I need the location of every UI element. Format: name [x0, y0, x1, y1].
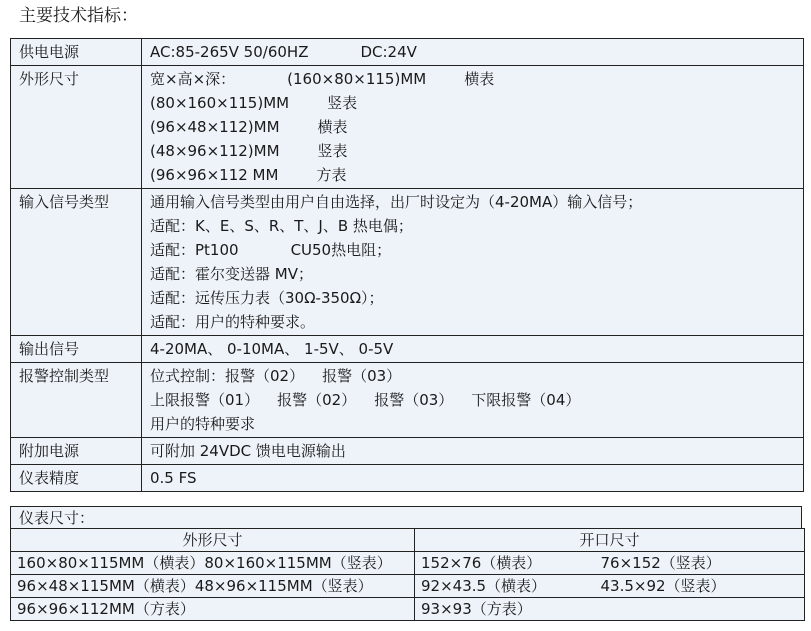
spec-label: 外形尺寸: [11, 66, 142, 189]
cutout-size-cell: 92×43.5（横表）: [415, 575, 595, 598]
input-rtd-cu50: CU50热电阻；: [290, 241, 392, 259]
spec-value: [142, 465, 804, 492]
outer-size-cell: 160×80×115MM（横表）80×160×115MM（竖表）: [11, 552, 415, 575]
cutout-size-cell: 152×76（横表）: [415, 552, 595, 575]
power-dc: DC:24V: [360, 43, 417, 61]
table-row: [11, 598, 805, 621]
aux-power-value: 可附加 24VDC 馈电电源输出: [150, 442, 346, 460]
dimension-size: (48×96×112)MM: [150, 142, 280, 160]
power-ac: AC:85-265V 50/60HZ: [150, 43, 309, 61]
cutout-size-cell: [595, 598, 805, 621]
input-custom: 适配：用户的特种要求。: [150, 313, 316, 331]
dimension-type: 横表: [317, 118, 348, 136]
sizes-caption: 仪表尺寸：: [10, 506, 802, 528]
spec-row-output: [11, 336, 804, 363]
alarm-item: 下限报警（04）: [471, 391, 581, 409]
sizes-header-row: [11, 529, 805, 552]
dimension-size: (96×96×112 MM: [150, 166, 279, 184]
dimension-size: (160×80×115)MM: [287, 70, 427, 88]
outer-size-cell: 96×48×115MM（横表）48×96×115MM（竖表）: [11, 575, 415, 598]
input-pressure: 适配：远传压力表（30Ω-350Ω）；: [150, 289, 384, 307]
cutout-size-cell: 93×93（方表）: [415, 598, 595, 621]
dimension-type: 竖表: [327, 94, 358, 112]
dimension-caption: 宽×高×深：: [150, 70, 236, 88]
spec-label: 输入信号类型: [11, 189, 142, 336]
accuracy-value: 0.5 FS: [150, 469, 197, 487]
dimension-size: (96×48×112)MM: [150, 118, 280, 136]
alarm-item: 上限报警（01）: [150, 391, 260, 409]
alarm-custom: 用户的特种要求: [150, 415, 256, 433]
spec-label: 输出信号: [11, 336, 142, 363]
table-row: [11, 575, 805, 598]
spec-label: 报警控制类型: [11, 363, 142, 438]
spec-row-power: [11, 39, 804, 66]
input-thermocouple: 适配：K、E、S、R、T、J、B 热电偶；: [150, 217, 413, 235]
dimension-type: 方表: [316, 166, 347, 184]
spec-value: [142, 336, 804, 363]
sizes-table: [10, 528, 805, 621]
spec-row-alarm: [11, 363, 804, 438]
output-signals: 4-20MA、 0-10MA、 1-5V、 0-5V: [150, 340, 394, 358]
spec-label: 仪表精度: [11, 465, 142, 492]
spec-value: [142, 39, 804, 66]
dimension-type: 竖表: [317, 142, 348, 160]
spec-value: [142, 438, 804, 465]
outer-size-cell: 96×96×112MM（方表）: [11, 598, 415, 621]
input-rtd-pt100: 适配：Pt100: [150, 241, 239, 259]
header-cutout-size: 开口尺寸: [415, 529, 805, 552]
header-outer-size: 外形尺寸: [11, 529, 415, 552]
alarm-item: 报警（02）: [277, 391, 357, 409]
cutout-size-cell: 76×152（竖表）: [595, 552, 805, 575]
spec-label: 附加电源: [11, 438, 142, 465]
spec-value: [142, 189, 804, 336]
spec-table: [10, 38, 804, 492]
spec-value: [142, 363, 804, 438]
spec-label: 供电电源: [11, 39, 142, 66]
alarm-item: 报警（03）: [374, 391, 454, 409]
dimension-type: 横表: [464, 70, 495, 88]
input-hall: 适配：霍尔变送器 MV；: [150, 265, 313, 283]
alarm-item: 位式控制：报警（02）: [150, 367, 305, 385]
table-row: [11, 552, 805, 575]
spec-row-dimensions: [11, 66, 804, 189]
spec-value: [142, 66, 804, 189]
spec-row-input: [11, 189, 804, 336]
spec-row-accuracy: [11, 465, 804, 492]
alarm-item: 报警（03）: [322, 367, 402, 385]
input-description: 通用输入信号类型由用户自由选择，出厂时设定为（4-20MA）输入信号；: [150, 193, 643, 211]
spec-row-aux-power: [11, 438, 804, 465]
page-heading: 主要技术指标：: [19, 6, 138, 26]
cutout-size-cell: 43.5×92（竖表）: [595, 575, 805, 598]
dimension-size: (80×160×115)MM: [150, 94, 290, 112]
